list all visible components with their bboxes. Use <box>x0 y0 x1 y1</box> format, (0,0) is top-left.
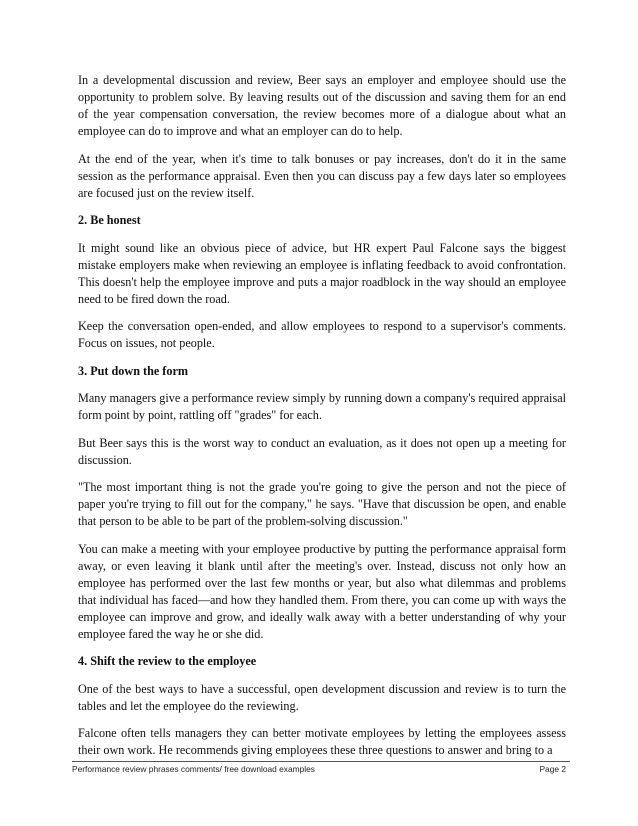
put-down-form-paragraph-1: Many managers give a performance review simply by running down a company's required appraisal form point by point, rattling off "grades" for each. <box>78 391 566 422</box>
section-heading-shift-review: 4. Shift the review to the employee <box>78 654 257 668</box>
put-down-form-paragraph-3: "The most important thing is not the grade you're going to give the person and not the piece of paper you're trying to fill out for the company," he says. "Have that discussion be open, and enable that person to be able to be part of the problem-solving discussion." <box>78 480 566 528</box>
section-heading-put-down-the-form: 3. Put down the form <box>78 363 189 378</box>
section-heading-be-honest: 2. Be honest <box>78 213 141 227</box>
shift-review-paragraph-2: Falcone often tells managers they can better motivate employees by letting the employees assess their own work. He recommends giving employees these three questions to answer and bring to a <box>78 726 566 757</box>
intro-paragraph-1: In a developmental discussion and review, Beer says an employer and employee should use the opportunity to problem solve. By leaving results out of the discussion and saving them for an end of the year compensation conversation, the review becomes more of a dialogue about what an employee can do to improve and what an employer can do to help. <box>78 73 566 138</box>
footer-divider <box>72 761 570 762</box>
shift-review-paragraph-1: One of the best ways to have a successful, open development discussion and review is to turn the tables and let the employee do the reviewing. <box>78 681 566 713</box>
be-honest-paragraph-2: Keep the conversation open-ended, and allow employees to respond to a supervisor's comments. Focus on issues, not people. <box>78 319 566 350</box>
be-honest-paragraph-1: It might sound like an obvious piece of advice, but HR expert Paul Falcone says the biggest mistake employers make when reviewing an employee is inflating feedback to avoid confrontation. This doesn't help the employee improve and puts a major roadblock in the way should an employee need to be fired down the road. <box>78 240 566 306</box>
footer-title: Performance review phrases comments/ free download examples <box>72 764 315 774</box>
page-footer <box>72 764 566 775</box>
intro-paragraph-2: At the end of the year, when it's time to talk bonuses or pay increases, don't do it in the same session as the performance appraisal. Even then you can discuss pay a few days later so employees are focused just on the review itself. <box>78 151 566 200</box>
page-content <box>78 72 566 770</box>
put-down-form-paragraph-2: But Beer says this is the worst way to conduct an evaluation, as it does not open up a meeting for discussion. <box>78 435 566 467</box>
page-number: Page 2 <box>539 764 566 774</box>
put-down-form-paragraph-4: You can make a meeting with your employee productive by putting the performance appraisal form away, or even leaving it blank until after the meeting's over. Instead, discuss not only how an employee has performed over the last few months or year, but also what dilemmas and problems that individual has faced—and how they handled them. From there, you can come up with ways the employee can improve and grow, and ideally walk away with a better understanding of why your employee fared the way he or she did. <box>78 541 566 641</box>
